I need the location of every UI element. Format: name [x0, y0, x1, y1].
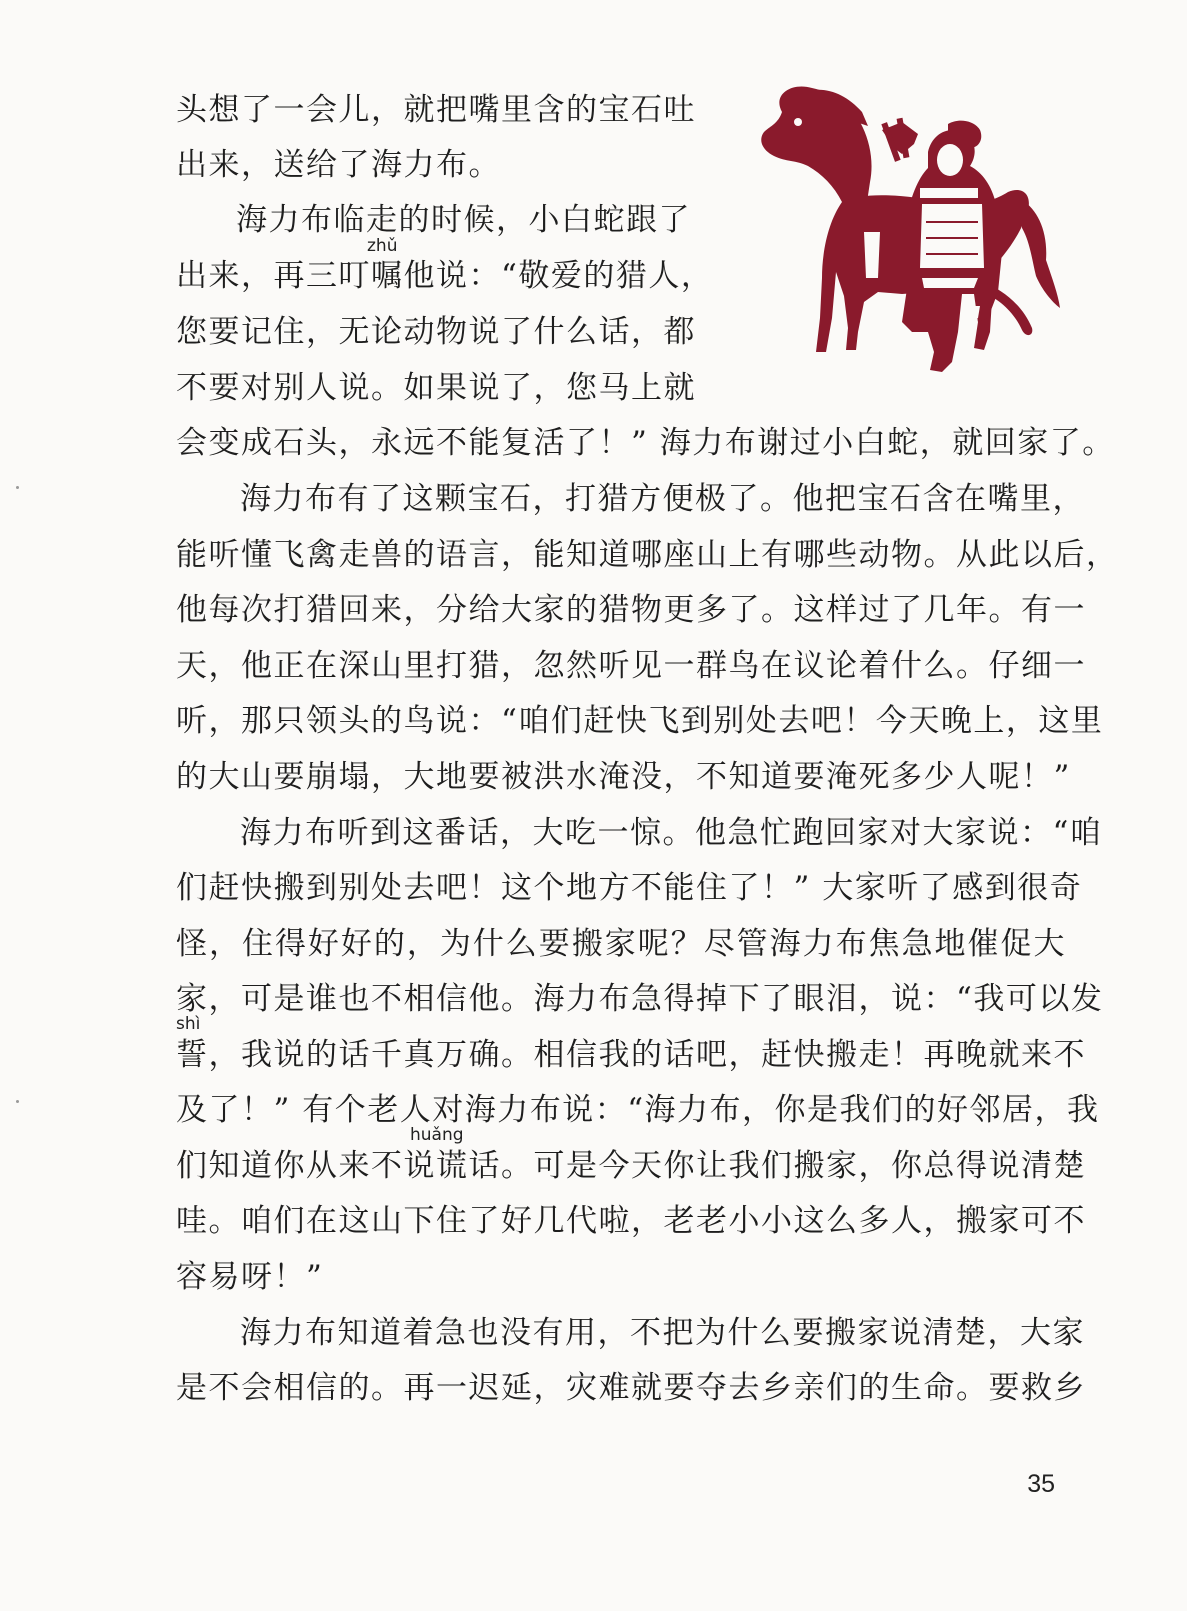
text-line: 的大山要崩塌，大地要被洪水淹没，不知道要淹死多少人呢！” — [176, 759, 1071, 795]
text-line: 会变成石头，永远不能复活了！” 海力布谢过小白蛇，就回家了。 — [176, 425, 1115, 461]
text-line: 您要记住，无论动物说了什么话，都 — [176, 314, 696, 350]
text-line: 出来，再三叮嘱他说：“敬爱的猎人， — [176, 258, 714, 294]
text-line: 他每次打猎回来，分给大家的猎物更多了。这样过了几年。有一 — [176, 592, 1086, 628]
paragraph-start: 海力布知道着急也没有用，不把为什么要搬家说清楚，大家 — [240, 1315, 1085, 1351]
pinyin-zhu: zhǔ — [367, 236, 398, 256]
text-line: 们赶快搬到别处去吧！这个地方不能住了！” 大家听了感到很奇 — [176, 870, 1083, 906]
pinyin-shi: shì — [176, 1014, 201, 1034]
text-line: 不要对别人说。如果说了，您马上就 — [176, 370, 696, 406]
margin-speck — [16, 1100, 19, 1103]
text-line: 听，那只领头的鸟说：“咱们赶快飞到别处去吧！今天晚上，这里 — [176, 703, 1104, 739]
text-line: 能听懂飞禽走兽的语言，能知道哪座山上有哪些动物。从此以后， — [176, 537, 1119, 573]
text-line: 誓，我说的话千真万确。相信我的话吧，赶快搬走！再晚就来不 — [176, 1037, 1086, 1073]
text-line: 家，可是谁也不相信他。海力布急得掉下了眼泪，说：“我可以发 — [176, 981, 1104, 1017]
page-number: 35 — [1027, 1470, 1055, 1498]
text-line: 出来，送给了海力布。 — [176, 147, 501, 183]
pinyin-huang: huǎng — [410, 1125, 464, 1145]
text-line: 天，他正在深山里打猎，忽然听见一群鸟在议论着什么。仔细一 — [176, 648, 1086, 684]
paragraph-start: 海力布临走的时候，小白蛇跟了 — [236, 202, 691, 238]
text-line: 头想了一会儿，就把嘴里含的宝石吐 — [176, 92, 696, 128]
text-line: 哇。咱们在这山下住了好几代啦，老老小小这么多人，搬家可不 — [176, 1203, 1086, 1239]
text-line: 及了！” 有个老人对海力布说：“海力布，你是我们的好邻居，我 — [176, 1092, 1100, 1128]
text-line: 们知道你从来不说谎话。可是今天你让我们搬家，你总得说清楚 — [176, 1148, 1086, 1184]
text-line: 怪，住得好好的，为什么要搬家呢？尽管海力布焦急地催促大 — [176, 926, 1066, 962]
paragraph-start: 海力布听到这番话，大吃一惊。他急忙跑回家对大家说：“咱 — [240, 815, 1103, 851]
text-line: 是不会相信的。再一迟延，灾难就要夺去乡亲们的生命。要救乡 — [176, 1370, 1086, 1406]
text-line: 容易呀！” — [176, 1259, 324, 1295]
papercut-hunter-with-horse-icon — [752, 82, 1064, 392]
margin-speck — [16, 486, 19, 489]
paragraph-start: 海力布有了这颗宝石，打猎方便极了。他把宝石含在嘴里， — [240, 481, 1085, 517]
